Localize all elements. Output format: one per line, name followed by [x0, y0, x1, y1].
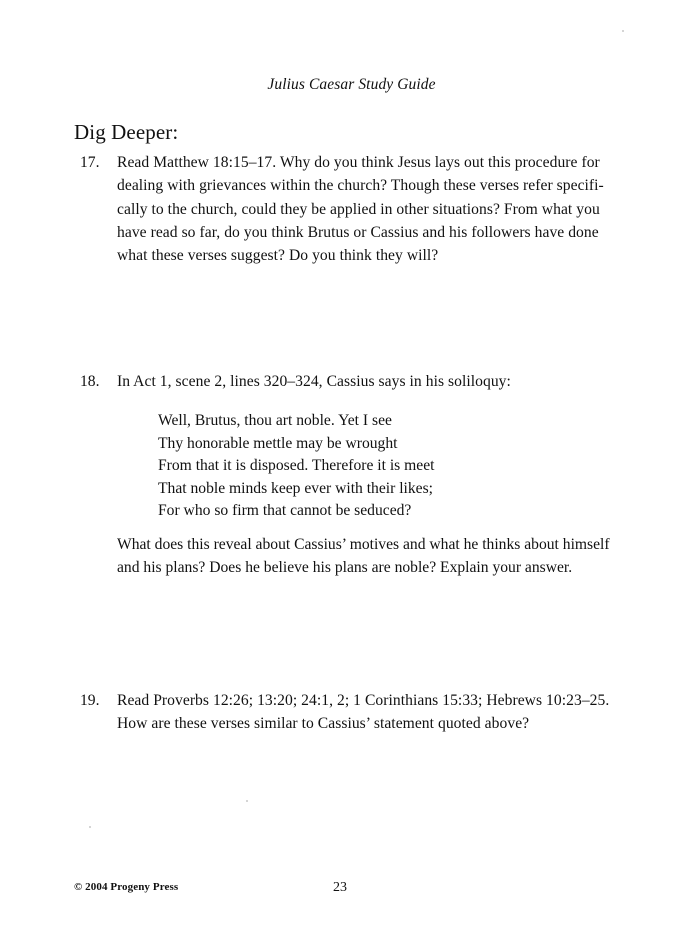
question-line: what these verses suggest? Do you think they will? [117, 247, 439, 265]
verse-line: Thy honorable mettle may be wrought [158, 434, 398, 452]
verse-line: From that it is disposed. Therefore it is meet [158, 457, 435, 475]
quoted-verse [158, 410, 434, 523]
question-line: dealing with grievances within the church? Though these verses refer specifi- [117, 177, 604, 195]
question-number: 18. [80, 373, 100, 390]
followup-line: What does this reveal about Cassius’ motives and what he thinks about himself [117, 536, 610, 553]
question-number: 17. [80, 154, 100, 171]
question-line: have read so far, do you think Brutus or Cassius and his followers have done [117, 223, 599, 241]
verse-line: Well, Brutus, thou art noble. Yet I see [158, 412, 392, 429]
question-line: How are these verses similar to Cassius’ statement quoted above? [117, 715, 530, 733]
question-line: cally to the church, could they be applied in other situations? From what you [117, 200, 600, 218]
question-line: Read Proverbs 12:26; 13:20; 24:1, 2; 1 Corinthians 15:33; Hebrews 10:23–25. [117, 692, 610, 709]
verse-line: That noble minds keep ever with their likes; [158, 479, 433, 497]
footer-copyright: © 2004 Progeny Press [74, 881, 179, 893]
running-head-text: Julius Caesar Study Guide [267, 76, 436, 93]
question-line: In Act 1, scene 2, lines 320–324, Cassius says in his soliloquy: [117, 373, 511, 390]
running-head [0, 76, 693, 94]
section-title: Dig Deeper: [74, 120, 179, 144]
question-text [117, 370, 637, 393]
scan-speck [622, 30, 624, 32]
scan-speck [246, 800, 248, 802]
question-line: Read Matthew 18:15–17. Why do you think Jesus lays out this procedure for [117, 154, 600, 171]
question-number: 19. [80, 692, 100, 709]
footer-page-number: 23 [333, 880, 347, 895]
verse-line: For who so firm that cannot be seduced? [158, 502, 412, 520]
scan-speck [89, 826, 91, 828]
question-followup [117, 533, 647, 580]
followup-line: and his plans? Does he believe his plans are noble? Explain your answer. [117, 559, 573, 577]
question-text [117, 151, 637, 267]
question-text [117, 689, 637, 736]
